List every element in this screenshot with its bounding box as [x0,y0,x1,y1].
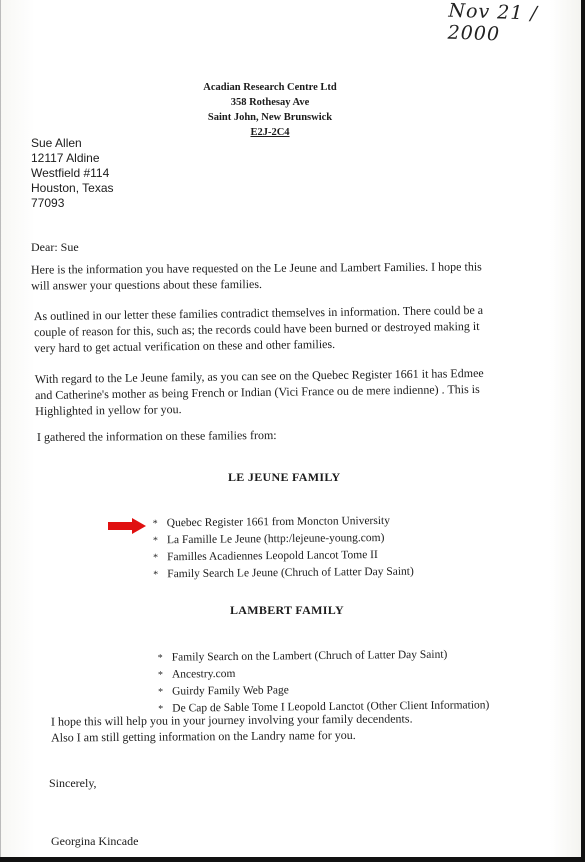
closing-paragraph [51,710,413,745]
paragraph-intro [31,258,482,293]
letterhead-company: Acadian Research Centre Ltd [203,82,337,93]
le-jeune-heading: LE JEUNE FAMILY [228,470,341,484]
list-item-text: Quebec Register 1661 from Moncton University [166,514,391,530]
paragraph-contradictions [34,302,484,356]
red-arrow-icon [108,518,146,534]
paragraph-line: I hope this will help you in your journey involving your family decendents. [50,711,413,729]
recipient-suite: Westfield #114 [31,166,110,180]
paragraph-le-jeune [35,365,485,419]
recipient-city: Houston, Texas [31,181,114,195]
page-edge-bottom [0,857,585,862]
list-item-text: Familles Acadiennes Leopold Lancot Tome II [167,549,378,564]
list-item-text: Guirdy Family Web Page [172,684,289,698]
signature-name: Georgina Kincade [51,834,139,848]
lambert-sources [158,646,490,717]
lambert-heading: LAMBERT FAMILY [230,603,344,617]
list-item [158,646,489,666]
paragraph-line: Here is the information you have requested on the Le Jeune and Lambert Families. I hope this [30,259,482,277]
bullet-icon: * [157,652,163,664]
paragraph-line: As outlined in our letter these families contradict themselves in information. There could be a [33,302,484,324]
paragraph-sources: I gathered the information on these families from: [36,427,277,445]
handwritten-date: Nov 21 / 2000 [447,0,539,46]
list-item-text: Family Search Le Jeune (Chruch of Latter Day Saint) [167,565,414,581]
paragraph-line: Also I am still getting information on the Landry name for you. [51,727,356,745]
recipient-name: Sue Allen [31,136,82,150]
list-item-text: Ancestry.com [171,667,236,681]
bullet-icon: * [153,552,159,564]
le-jeune-sources [153,513,414,584]
page-edge-right [581,0,585,862]
list-item-text: De Cap de Sable Tome I Leopold Lanctot (Other Client Information) [172,699,490,715]
bullet-icon: * [158,703,164,715]
bullet-icon: * [157,669,163,681]
list-item [153,564,414,584]
recipient-street: 12117 Aldine [31,151,100,165]
letterhead-postal: E2J-2C4 [250,127,290,138]
recipient-address [31,136,114,211]
paragraph-line: With regard to the Le Jeune family, as you can see on the Quebec Register 1661 it has Edmee [34,365,484,387]
paragraph-line: Highlighted in yellow for you. [35,402,182,419]
list-item-text: La Famille Le Jeune (http:/lejeune-young.com) [166,531,385,547]
recipient-zip: 77093 [31,196,65,210]
paragraph-line: very hard to get actual verification on these and other families. [34,336,336,356]
letterhead-street: 358 Rothesay Ave [230,97,310,108]
bullet-icon: * [152,535,158,547]
salutation: Dear: Sue [31,240,79,254]
bullet-icon: * [152,518,158,530]
letterhead-city: Saint John, New Brunswick [207,112,333,123]
letterhead [180,80,360,140]
paragraph-line: and Catherine's mother as being French or Indian (Vici France ou de mere indienne) . This is [34,381,480,403]
sign-off: Sincerely, [49,776,97,790]
page-edge-left [0,0,1,862]
list-item-text: Family Search on the Lambert (Chruch of Latter Day Saint) [171,648,448,664]
paragraph-line: couple of reason for this, such as; the records could have been burned or destroyed making it [33,318,480,340]
bullet-icon: * [153,569,159,581]
paragraph-line: will answer your questions about these families. [31,276,263,293]
bullet-icon: * [158,686,164,698]
